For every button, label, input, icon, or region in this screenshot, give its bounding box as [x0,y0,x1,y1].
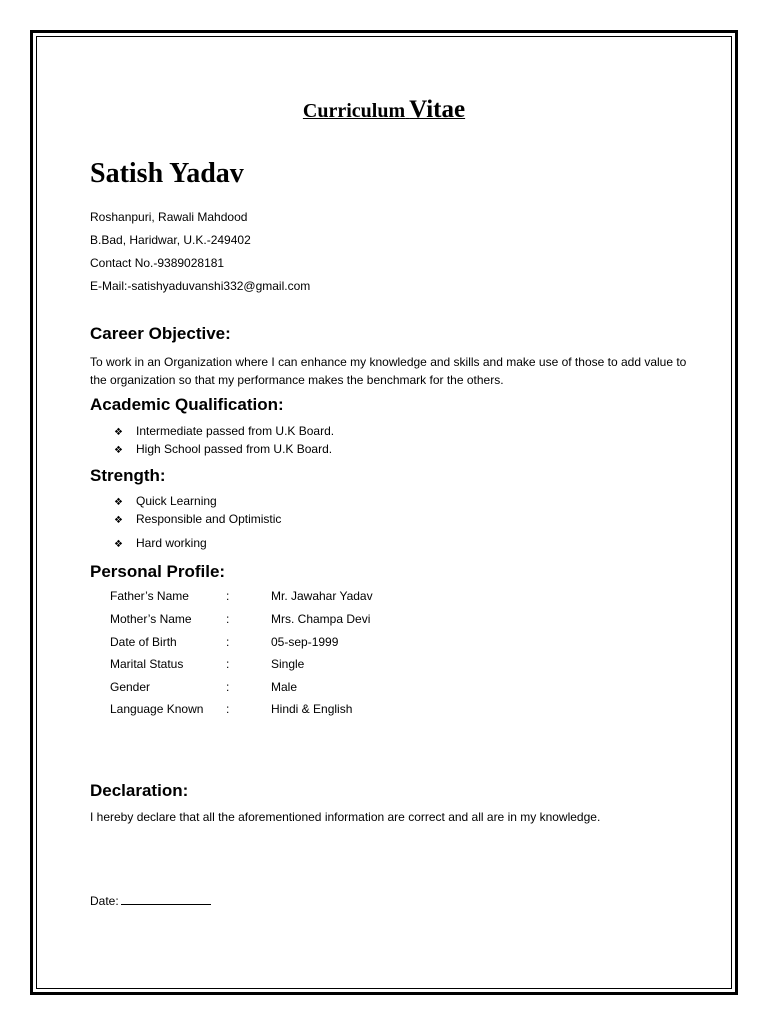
strength-heading: Strength: [90,466,166,485]
profile-separator: : [226,612,230,626]
declaration-text: I hereby declare that all the aforementioned information are correct and all are in my knowledge. [90,810,601,824]
strength-item-text: Responsible and Optimistic [136,512,282,526]
strength-item-text: Hard working [136,536,207,550]
date-label: Date: [90,894,119,908]
candidate-name: Satish Yadav [90,158,244,189]
strength-item [114,512,281,526]
academic-item-text: High School passed from U.K Board. [136,442,333,456]
profile-row-language-known [110,702,510,720]
strength-item [114,536,207,550]
profile-separator: : [226,657,230,671]
profile-row-mothers-name [110,612,510,630]
bullet-diamond-icon: ❖ [114,497,123,508]
profile-separator: : [226,702,230,716]
strength-item [114,494,217,508]
address-line-1: Roshanpuri, Rawali Mahdood [90,210,248,224]
bullet-diamond-icon: ❖ [114,515,123,526]
profile-value: Hindi & English [271,702,353,716]
profile-separator: : [226,680,230,694]
profile-label: Father’s Name [110,589,189,603]
profile-value: Mrs. Champa Devi [271,612,371,626]
profile-label: Language Known [110,702,204,716]
bullet-diamond-icon: ❖ [114,445,123,456]
academic-item [114,424,334,438]
career-objective-text: To work in an Organization where I can enhance my knowledge and skills and make use of those to add value to the organization so that my performance makes the benchmark for the others. [90,355,687,387]
title-word-curriculum: Curriculum [302,100,406,122]
profile-label: Date of Birth [110,635,177,649]
declaration-heading: Declaration: [90,781,189,800]
profile-value: 05-sep-1999 [271,635,339,649]
academic-item [114,442,332,456]
profile-row-gender [110,680,510,698]
profile-row-marital-status [110,657,510,675]
profile-label: Gender [110,680,151,694]
academic-qualification-heading: Academic Qualification: [90,395,284,414]
title-word-vitae: Vitae [409,96,466,123]
bullet-diamond-icon: ❖ [114,539,123,550]
contact-number: Contact No.-9389028181 [90,256,225,270]
profile-label: Mother’s Name [110,612,192,626]
date-blank-underline [121,893,211,905]
strength-item-text: Quick Learning [136,494,217,508]
profile-value: Mr. Jawahar Yadav [271,589,373,603]
career-objective-heading: Career Objective: [90,324,231,343]
profile-value: Single [271,657,305,671]
document-title [0,96,768,124]
academic-item-text: Intermediate passed from U.K Board. [136,424,335,438]
profile-separator: : [226,635,230,649]
bullet-diamond-icon: ❖ [114,427,123,438]
address-line-2: B.Bad, Haridwar, U.K.-249402 [90,233,251,247]
personal-profile-heading: Personal Profile: [90,562,226,581]
profile-row-date-of-birth [110,635,510,653]
profile-separator: : [226,589,230,603]
profile-label: Marital Status [110,657,184,671]
date-line [90,893,211,908]
email-address: E-Mail:-satishyaduvanshi332@gmail.com [90,279,311,293]
profile-value: Male [271,680,298,694]
profile-row-fathers-name [110,589,510,607]
